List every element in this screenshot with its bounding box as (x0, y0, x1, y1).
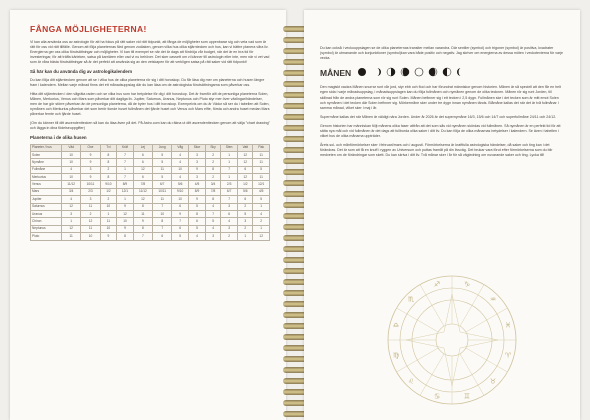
table-row-label: Neptunus (31, 225, 62, 232)
section-subheading: Så här kan du använda dig av astrologikalendern (30, 69, 133, 75)
table-cell: 1 (221, 159, 238, 166)
wheel-spoke (466, 308, 508, 332)
table-row (31, 196, 270, 203)
table-cell: 5 (206, 218, 221, 225)
table-cell: 8 (133, 203, 152, 210)
table-cell: 3 (221, 203, 238, 210)
table-cell: 6/7 (221, 188, 238, 195)
table-cell: 7 (117, 159, 134, 166)
wheel-spoke (397, 348, 439, 372)
table-cell: 11 (81, 225, 100, 232)
zodiac-glyph-icon: ♉ (489, 377, 497, 386)
table-cell: 3/4 (206, 181, 221, 188)
intro-paragraph: Vi kan alla använda oss av astrologin för att ha fokus på rätt saker vid rätt tidpunkt, att fånga de möjligheter som uppenbarar sig och veta vad som är rätt för oss vid rätt tillfälle. Genom att följa planeternas färd genom zodiaken, genom vilka hus olika stjärntecken och hus, kan vi bättre planera våra liv. Energierna ger oss olika förutsättningar och möjligheter. Vi kan till exempel se när det är dags att fördröja vår budget, när det är en bra tid för investeringar, för att träffa kärleken, satsa på karriären eller vad vi nu behöver. Det sker oavsett om vi känner till astrologin eller inte, men när vi vet vad som är våra bästa förutsättningar så är det perfekt att använda sig av den vetskapen för att verkligen satsa på rätt saker vid rätt tidpunkt! (30, 40, 270, 65)
table-cell: 12/1 (253, 181, 270, 188)
table-cell: 12 (133, 196, 152, 203)
table-header-cell: Tvi (100, 144, 117, 151)
table-cell: 4/5 (188, 181, 205, 188)
table-cell: 11 (62, 233, 81, 240)
table-header-cell: Lej (133, 144, 152, 151)
table-cell: 5 (238, 211, 253, 218)
table-cell: 8 (206, 196, 221, 203)
table-row-label: Saturnus (31, 203, 62, 210)
table-header-cell: Sky (206, 144, 221, 151)
table-cell: 1 (221, 174, 238, 181)
table-row-label: Mars (31, 188, 62, 195)
table-row (31, 174, 270, 181)
zodiac-glyph-icon: ♋ (433, 392, 441, 401)
table-cell: 11 (153, 166, 172, 173)
table-cell: 2 (253, 218, 270, 225)
table-cell: 4 (172, 159, 189, 166)
table-cell: 3 (188, 159, 205, 166)
table-cell: 7 (133, 233, 152, 240)
table-cell: 12 (133, 166, 152, 173)
right-page (304, 10, 580, 420)
table-cell: 10 (172, 196, 189, 203)
table-cell: 7/8 (206, 188, 221, 195)
table-header-cell: Fisk (253, 144, 270, 151)
table-cell: 10 (100, 225, 117, 232)
table-cell: 7 (221, 196, 238, 203)
table-cell: 6 (172, 225, 189, 232)
table-cell: 5 (153, 151, 172, 158)
table-header-cell: Skor (188, 144, 205, 151)
table-cell: 8 (133, 225, 152, 232)
table-cell: 3 (81, 196, 100, 203)
table-cell: 3 (188, 174, 205, 181)
moon-heading-row (320, 67, 564, 79)
table-cell: 10 (117, 218, 134, 225)
table-row (31, 211, 270, 218)
table-cell: 2 (81, 211, 100, 218)
table-cell: 9 (133, 218, 152, 225)
table-cell: 10 (62, 159, 81, 166)
table-row-label: Solen (31, 151, 62, 158)
table-cell: 2/3 (81, 188, 100, 195)
table-cell: 10 (100, 203, 117, 210)
table-cell: 11 (153, 196, 172, 203)
table-cell: 6 (238, 196, 253, 203)
table-cell: 9 (117, 225, 134, 232)
table-header-cell: Oxe (81, 144, 100, 151)
table-cell: 1 (253, 225, 270, 232)
table-cell: 12 (62, 225, 81, 232)
zodiac-glyph-icon: ♎ (392, 321, 400, 330)
table-cell: 6 (133, 151, 152, 158)
table-cell: 9 (188, 166, 205, 173)
table-cell: 1/2 (238, 181, 253, 188)
table-cell: 9 (172, 211, 189, 218)
right-page-content (320, 46, 564, 163)
table-cell: 12 (238, 174, 253, 181)
wheel-spoke (420, 285, 444, 327)
table-cell: 2 (221, 233, 238, 240)
table-row (31, 181, 270, 188)
table-cell: 4 (188, 233, 205, 240)
table-row-label: Chiron (31, 218, 62, 225)
table-cell: 11/12 (133, 188, 152, 195)
paragraph-eclipses: Årets sol- och månförmörkelser sker i februari/mars och i augusti. Förmörkelserna är kraftfulla astrologiska händelser, då saker och ting kan i det förändras. Det är som att få en knuff i ryggen av Universum och puttas framåt på din livsväg. Det brukar vara förut efter förmörkelserna som du blir medveten om de förändringar som skett. Du kan skriva i ditt liv. Två månar sker i år för så vägledning om nuvarande saker och ting. Lycka till! (320, 143, 553, 158)
wheel-spoke (420, 354, 444, 396)
zodiac-glyph-icon: ♐ (433, 280, 441, 289)
table-cell: 11 (133, 211, 152, 218)
table-cell: 8 (117, 233, 134, 240)
table-cell: 10 (62, 174, 81, 181)
table-cell: 6 (133, 174, 152, 181)
table-header-cell: Kräf (117, 144, 134, 151)
table-row-label: Merkurius (31, 174, 62, 181)
paragraph-moon-intro: Den magiskt vackra Månen snurrar runt vår jord, styr ebb och flod och har förundrat människor genom historien. Månen är så speciell att den får en helt egen sida i varje månadsuppslag, i månadsuppslagen kan du följa fullmånen och nymånen genom de olika tecknen. Månen rör sig runt Jorden, till skillnad från de andra planeterna som rör sig runt Solen. Månen befinner sig i ett tecken i 2,5 dygn. Fullmånen ske i det tecken som är mitt emot Solen och nymånen i det tecken där Solen befinner sig. Mörkermåne sker under tre dygn innan nymånen tänds. Blåmåne kallas det när det är två fullmånar i samma månad, vilket sker i maj i år. (320, 85, 561, 110)
table-cell: 7 (206, 211, 221, 218)
table-cell: 1 (221, 151, 238, 158)
table-cell: 1 (100, 211, 117, 218)
table-cell: 2/3 (221, 181, 238, 188)
table-cell: 7 (117, 174, 134, 181)
table-cell: 3 (81, 166, 100, 173)
paragraph-find-sign: Hitta ditt stjärntecken i den vågräta raden och se vilka hus som har betydelse för dig i ditt horoskop. Det är framför allt de personliga planeterna Solen, Månen, Merkurius, Venus och Mars som påverkar ditt dagliga liv. Jupiter, Saturnus, Uranus, Neptunus och Pluto styr mer över växlingar/händelser, men de har gör större påverkan än de personliga planeterna, då de byter hus i ditt horoskop. Exempelvis om du är Vädur så ser du i tabellen att Solen, nymånen och Merkurius påverkar det som berör tionde huset fullmånen det fjärde huset och Venus och Mars elfte, första och andra huset medan Mars påverkar femte och fjärde huset. (30, 91, 270, 117)
table-row (31, 151, 270, 158)
table-cell: 9 (81, 151, 100, 158)
table-cell: 1 (117, 196, 134, 203)
table-row (31, 203, 270, 210)
zodiac-wheel-illustration (386, 274, 518, 406)
table-cell: 12 (81, 218, 100, 225)
table-cell: 3 (221, 225, 238, 232)
table-cell: 6 (238, 166, 253, 173)
table-cell: 5 (188, 203, 205, 210)
moon-phases-icon (357, 67, 537, 79)
table-cell: 8 (100, 159, 117, 166)
table-cell: 7 (172, 218, 189, 225)
wheel-spoke (460, 354, 484, 396)
table-cell: 5 (188, 225, 205, 232)
table-cell: 11 (100, 218, 117, 225)
paragraph-follow-sign: Du kan följa ditt stjärntecken genom att se i vilka hus de olika planeterna rör sig i ditt horoskop. Du får läsa dig mer om planeterna och husen längre fram i kalendern. Mellan varje månad finns det ett månadsuppslag där du kan läsa om de astrologiska förutsättningarna som påverkar oss. (30, 77, 265, 87)
table-cell: 3 (238, 218, 253, 225)
table-body (31, 151, 270, 240)
table-cell: 8 (100, 151, 117, 158)
table-cell: 4 (172, 151, 189, 158)
table-cell: 4 (206, 225, 221, 232)
table-cell: 11 (81, 203, 100, 210)
table-row-label: Nymåne (31, 159, 62, 166)
table-cell: 2 (206, 174, 221, 181)
table-header-cell: Jung (153, 144, 172, 151)
table-cell: 9/10 (172, 188, 189, 195)
table-header-cell: Sten (221, 144, 238, 151)
table-cell: 6 (188, 218, 205, 225)
table-cell: 1 (253, 203, 270, 210)
table-cell: 2 (206, 159, 221, 166)
table-row-label: Jupiter (31, 196, 62, 203)
table-row (31, 166, 270, 173)
table-row (31, 159, 270, 166)
table-title: Planeterna i de olika husen (30, 135, 87, 141)
table-cell: 1 (117, 166, 134, 173)
table-cell: 5/6 (238, 188, 253, 195)
table-cell: 3 (206, 233, 221, 240)
table-cell: 5 (253, 166, 270, 173)
table-cell: 11 (253, 174, 270, 181)
table-header-cell: Planeter / hus (31, 144, 62, 151)
table-cell: 3/4 (62, 188, 81, 195)
table-cell: 12 (238, 151, 253, 158)
table-cell: 4 (221, 218, 238, 225)
table-cell: 8 (206, 166, 221, 173)
table-cell: 2 (238, 225, 253, 232)
table-cell: 2 (238, 203, 253, 210)
table-row-label: Uranus (31, 211, 62, 218)
table-cell: 12/1 (117, 188, 134, 195)
table-cell: 5 (153, 174, 172, 181)
table-header-cell: Våg (172, 144, 189, 151)
planets-houses-table (30, 144, 270, 241)
table-cell: 1 (238, 233, 253, 240)
table-cell: 12 (253, 233, 270, 240)
table-header-row (31, 144, 270, 151)
table-cell: 11 (253, 159, 270, 166)
table-cell: 8/9 (188, 188, 205, 195)
table-cell: 6 (221, 211, 238, 218)
table-header-cell: Väd (62, 144, 81, 151)
table-cell: 4 (62, 166, 81, 173)
table-cell: 8/9 (117, 181, 134, 188)
paragraph-ascendant: (Om du känner till ditt ascendenttecken så kan du läsa även på det. På Astro.com kan du räkna ut ditt ascendenttecken genom att välja "chart drawing" och lägga in dina födelseuppgifter) (30, 121, 270, 131)
table-cell: 2 (100, 196, 117, 203)
page-title: FÅNGA MÖJLIGHETERNA! (30, 24, 147, 34)
table-row (31, 225, 270, 232)
paragraph-moon-history: Genom historien har människan följt månens olika faser utifrån att det som sås vid nymånen skördas vid fullmånen. Så nymånen är en perfekt tid för att sätta nya mål och vid fullmånen är det dags att fullborda olika saker i ditt liv. Du kan följa de olika månarnas betydelser i kalendern. Se även i tabellen i vilket hus de olika månarna uppträder. (320, 123, 561, 139)
zodiac-glyph-icon: ♌ (407, 377, 415, 386)
table-cell: 12 (117, 211, 134, 218)
table-cell: 7 (153, 225, 172, 232)
table-cell: 7 (117, 151, 134, 158)
table-row-label: Pluto (31, 233, 62, 240)
table-cell: 2 (206, 151, 221, 158)
table-row-label: Venus (31, 181, 62, 188)
table-cell: 2 (100, 166, 117, 173)
table-cell: 6 (172, 203, 189, 210)
table-cell: 6 (133, 159, 152, 166)
table-cell: 8 (153, 218, 172, 225)
left-page-content (30, 24, 270, 241)
zodiac-glyph-icon: ♓ (504, 321, 512, 330)
table-cell: 5 (172, 233, 189, 240)
zodiac-glyph-icon: ♒ (489, 295, 497, 304)
table-cell: 10/11 (153, 188, 172, 195)
table-cell: 10 (81, 233, 100, 240)
paragraph-supermoon: Supermåne kallas det när Månen är väldigt nära Jorden. Under år 2026 är det supernymåne 16/3, 15/6 och 14/7 och superfullmåne 24/11 och 24/12. (320, 114, 557, 119)
table-cell: 9/10 (100, 181, 117, 188)
zodiac-glyph-icon: ♏ (407, 295, 415, 304)
table-cell: 10/11 (81, 181, 100, 188)
wheel-spoke (460, 285, 484, 327)
zodiac-glyph-icon: ♊ (463, 392, 471, 401)
table-cell: 10 (153, 211, 172, 218)
table-cell: 4 (62, 196, 81, 203)
table-cell: 12 (238, 159, 253, 166)
table-cell: 4/5 (253, 188, 270, 195)
table-cell: 12 (62, 203, 81, 210)
table-cell: 9 (117, 203, 134, 210)
zodiac-glyph-icon: ♑ (463, 280, 471, 289)
table-cell: 10 (62, 151, 81, 158)
table-cell: 4 (172, 174, 189, 181)
table-row (31, 188, 270, 195)
table-header-cell: Vatt (238, 144, 253, 151)
table-cell: 3 (62, 211, 81, 218)
table-cell: 7 (153, 203, 172, 210)
table-cell: 6 (153, 233, 172, 240)
table-row (31, 233, 270, 240)
table-cell: 11/12 (62, 181, 81, 188)
table-cell: 8 (188, 211, 205, 218)
table-cell: 5/6 (172, 181, 189, 188)
table-cell: 9 (188, 196, 205, 203)
table-cell: 3 (188, 151, 205, 158)
table-cell: 6/7 (153, 181, 172, 188)
table-cell: 5 (153, 159, 172, 166)
table-cell: 9 (100, 233, 117, 240)
table-row-label: Fullmåne (31, 166, 62, 173)
wheel-spoke (466, 348, 508, 372)
table-cell: 1 (62, 218, 81, 225)
table-cell: 9 (81, 159, 100, 166)
table-cell: 8 (100, 174, 117, 181)
table-cell: 11 (253, 151, 270, 158)
table-cell: 4 (253, 211, 270, 218)
table-cell: 7 (221, 166, 238, 173)
moon-title: MÅNEN (320, 67, 352, 78)
table-cell: 1/2 (100, 188, 117, 195)
table-cell: 9 (81, 174, 100, 181)
table-cell: 7/8 (133, 181, 152, 188)
wheel-spoke (397, 308, 439, 332)
left-page (10, 10, 286, 420)
table-cell: 10 (172, 166, 189, 173)
paragraph-transits: Du kan också i veckouppslagen se de olika planeternas transiter mellan varandra. Där sextiler (symbol) och trigoner (symbol) är positiva, kvadrater (symbol) är utmanande och konjunktioner (symbol)kan vara både positiv och negativ. Jag skriver om energierna av dessa möten i veckotexterna för varje vecka. (320, 46, 564, 61)
table-row (31, 218, 270, 225)
zodiac-glyph-icon: ♍ (392, 351, 400, 360)
zodiac-glyph-icon: ♈ (504, 351, 512, 360)
table-cell: 5 (253, 196, 270, 203)
table-cell: 4 (206, 203, 221, 210)
